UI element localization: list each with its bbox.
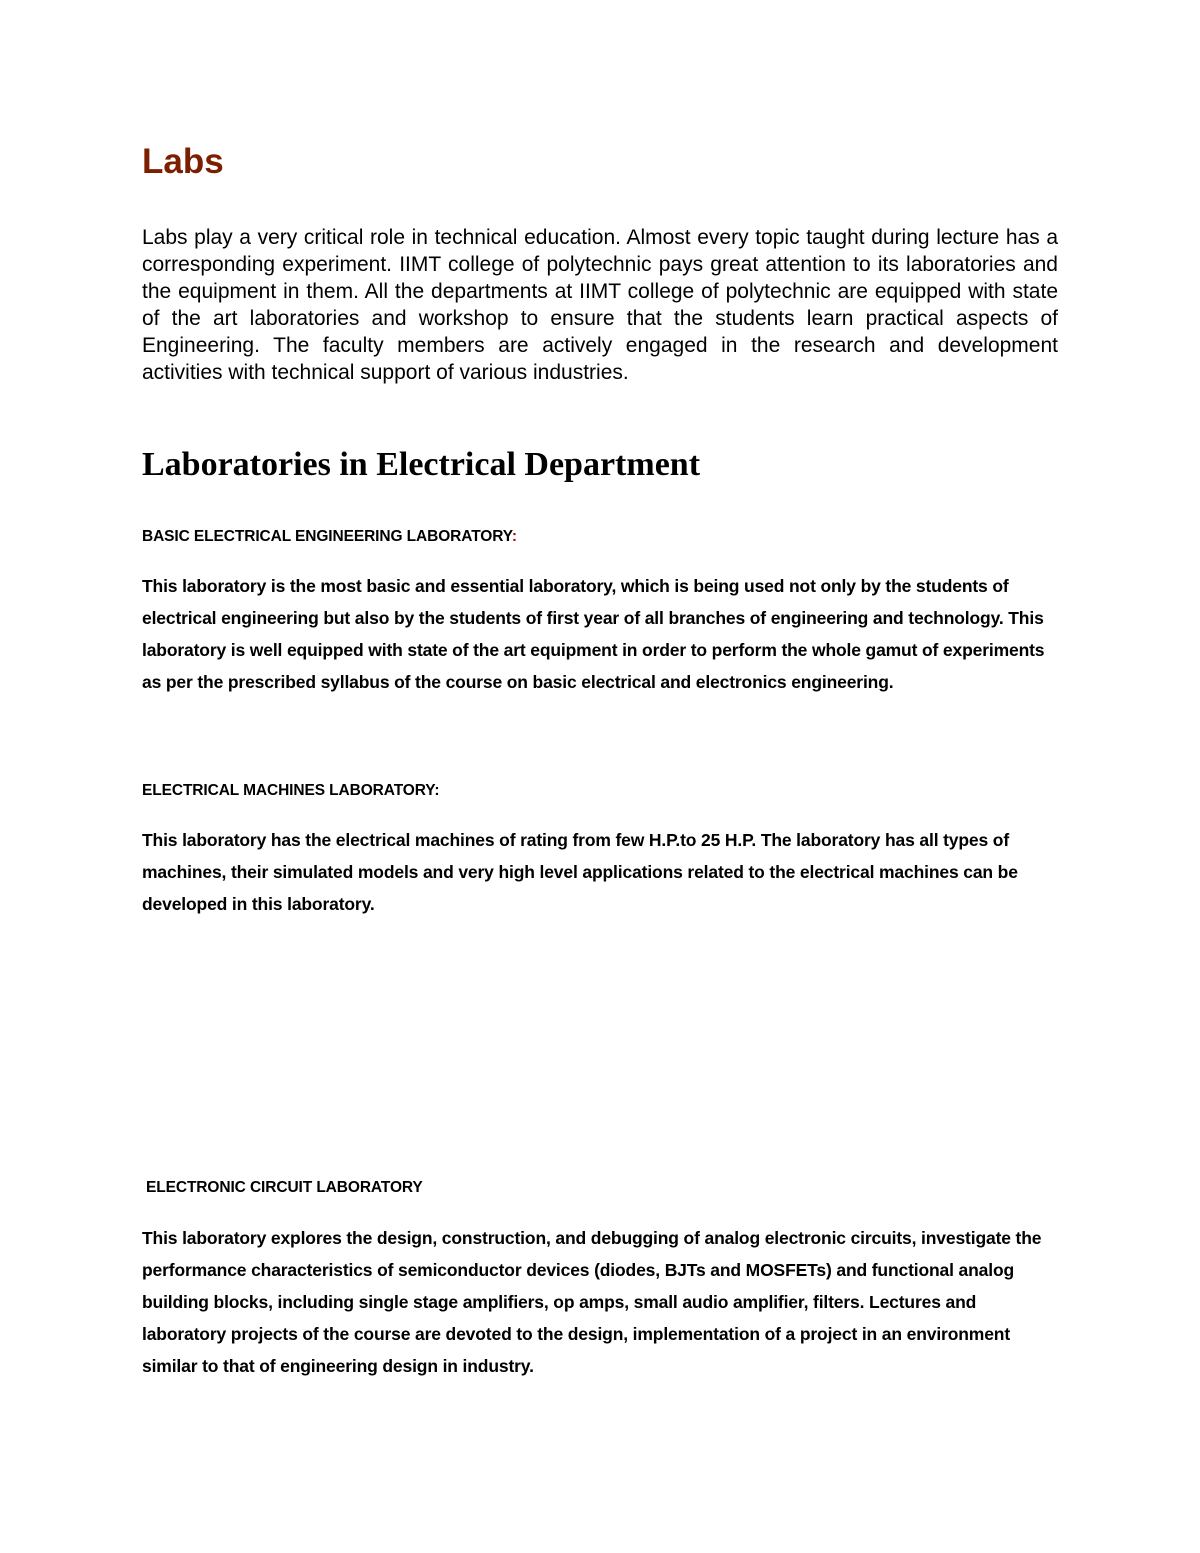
page-title: Labs: [142, 142, 224, 181]
department-heading: Laboratories in Electrical Department: [142, 446, 701, 483]
intro-paragraph: Labs play a very critical role in technical education. Almost every topic taught during lecture has a corresponding experiment. IIMT college of polytechnic pays great attention to its laboratories and the equipment in them. All the departments at IIMT college of polytechnic are equipped with state of the art laboratories and workshop to ensure that the students learn practical aspects of Engineering. The faculty members are actively engaged in the research and development activities with technical support of various industries.: [142, 226, 1058, 384]
section-body-basic-electrical: This laboratory is the most basic and essential laboratory, which is being used not only by the students of electrical engineering but also by the students of first year of all branches of engineering and technology. This laboratory is well equipped with state of the art equipment in order to perform the whole gamut of experiments as per the prescribed syllabus of the course on basic electrical and electronics engineering.: [142, 576, 1045, 692]
section-body-electrical-machines: This laboratory has the electrical machines of rating from few H.P.to 25 H.P. The laboratory has all types of machines, their simulated models and very high level applications related to the electrical machines can be developed in this laboratory.: [142, 830, 1018, 914]
section-heading-electrical-machines: ELECTRICAL MACHINES LABORATORY:: [142, 782, 440, 799]
heading-colon-accent: :: [511, 528, 517, 545]
section-heading-electronic-circuit: ELECTRONIC CIRCUIT LABORATORY: [146, 1179, 423, 1196]
section-heading-basic-electrical: [142, 526, 517, 548]
section-body-electronic-circuit: This laboratory explores the design, construction, and debugging of analog electronic circuits, investigate the performance characteristics of semiconductor devices (diodes, BJTs and MOSFETs) and functional analog building blocks, including single stage amplifiers, op amps, small audio amplifier, filters. Lectures and laboratory projects of the course are devoted to the design, implementation of a project in an environment similar to that of engineering design in industry.: [142, 1228, 1042, 1376]
section-heading-text: BASIC ELECTRICAL ENGINEERING LABORATORY: [142, 528, 512, 545]
